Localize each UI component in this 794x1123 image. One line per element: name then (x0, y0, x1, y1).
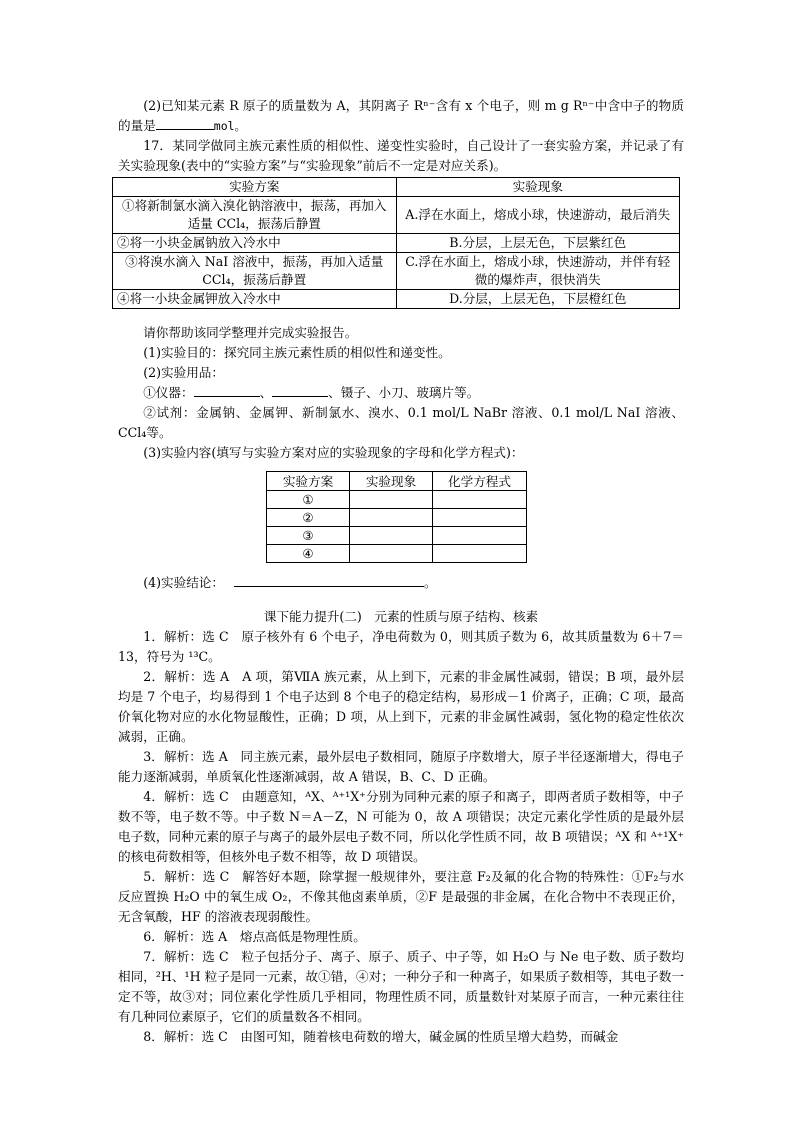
table-header-phenomenon: 实验现象 (350, 472, 433, 491)
answer-item: 1．解析：选 C 原子核外有 6 个电子，净电荷数为 0，则其质子数为 6，故其质量数为 6＋7＝13，符号为 ¹³C。 (118, 629, 684, 664)
table-cell: ① (267, 491, 350, 509)
table-cell: C.浮在水面上，熔成小球，快速游动，并伴有轻微的爆炸声，很快消失 (396, 253, 680, 290)
table-row (267, 527, 527, 545)
table-header-plan: 实验方案 (113, 178, 397, 197)
answer-blank[interactable] (234, 574, 424, 587)
table-cell: ③将溴水滴入 NaI 溶液中，振荡，再加入适量 CCl₄，振荡后静置 (113, 253, 397, 290)
answer-cell[interactable] (350, 509, 433, 527)
answer-item: 3．解析：选 A 同主族元素，最外层电子数相同，随原子序数增大，原子半径逐渐增大，得电子能力逐渐减弱，单质氧化性逐渐减弱，故 A 错误，B、C、D 正确。 (118, 749, 684, 784)
content-title: (3)实验内容(填写与实验方案对应的实验现象的字母和化学方程式)： (143, 445, 524, 460)
table-header-row (267, 472, 527, 491)
table-cell: ①将新制氯水滴入溴化钠溶液中，振荡，再加入适量 CCl₄，振荡后静置 (113, 197, 397, 234)
table-header-plan: 实验方案 (267, 472, 350, 491)
table-header-equation: 化学方程式 (433, 472, 527, 491)
table-cell: ④ (267, 545, 350, 563)
instruments-rest: 、镊子、小刀、玻璃片等。 (328, 385, 480, 400)
table-cell: ③ (267, 527, 350, 545)
table-row (113, 290, 680, 309)
answer-cell[interactable] (350, 491, 433, 509)
answer-item: 2．解析：选 A A 项，第ⅦA 族元素，从上到下，元素的非金属性减弱，错误；B 项，最外层均是 7 个电子，均易得到 1 个电子达到 8 个电子的稳定结构，易形成－1 价离子，正确；C 项，最高价氧化物对应的水化物显酸性，正确；D 项，从上到下，元素的非金属性减弱，氢化物的稳定性依次减弱，正确。 (118, 669, 684, 744)
answer-cell[interactable] (433, 491, 527, 509)
table-cell: ② (267, 509, 350, 527)
table-cell: ④将一小块金属钾放入冷水中 (113, 290, 397, 309)
table-header-phenomenon: 实验现象 (396, 178, 680, 197)
answer-item: 4．解析：选 C 由题意知，ᴬX、ᴬ⁺¹X⁺分别为同种元素的原子和离子，即两者质子数相等，中子数不等，电子数不等。中子数 N＝A－Z，N 可能为 0，故 A 项错误；决定元素化学性质的是最外层电子数，同种元素的原子与离子的最外层电子数不同，所以化学性质不同，故 B 项错误；ᴬX 和 ᴬ⁺¹X⁺的核电荷数相等，但核外电子数不相等，故 D 项错误。 (118, 789, 684, 864)
conclusion-label: (4)实验结论： (143, 575, 224, 590)
answer-cell[interactable] (350, 545, 433, 563)
table-cell: D.分层，上层无色，下层橙红色 (396, 290, 680, 309)
separator: 、 (259, 385, 273, 400)
instruments-line (118, 383, 684, 403)
q16-2-unit: mol。 (213, 119, 247, 133)
answer-cell[interactable] (433, 509, 527, 527)
instruments-label: ①仪器： (143, 385, 194, 400)
report-intro: 请你帮助该同学整理并完成实验报告。 (143, 325, 358, 340)
reagents-line: ②试剂：金属钠、金属钾、新制氯水、溴水、0.1 mol/L NaBr 溶液、0.1 mol/L NaI 溶液、CCl₄等。 (118, 405, 684, 440)
table-row (113, 197, 680, 234)
answer-blank[interactable] (156, 117, 214, 130)
materials-title: (2)实验用品： (143, 365, 224, 380)
table-row (113, 234, 680, 253)
report-table (266, 471, 527, 563)
experiment-aim: (1)实验目的：探究同主族元素性质的相似性和递变性。 (143, 345, 451, 360)
table-cell: B.分层，上层无色，下层紫红色 (396, 234, 680, 253)
table-header-row (113, 178, 680, 197)
answer-cell[interactable] (433, 545, 527, 563)
answer-cell[interactable] (433, 527, 527, 545)
table-row (267, 491, 527, 509)
answers-title: 课下能力提升(二) 元素的性质与原子结构、核素 (263, 609, 539, 624)
conclusion-end: 。 (424, 575, 437, 590)
answer-item: 8．解析：选 C 由图可知，随着核电荷数的增大，碱金属的性质呈增大趋势，而碱金 (143, 1029, 619, 1044)
table-row (113, 253, 680, 290)
question-17-intro: 17．某同学做同主族元素性质的相似性、递变性实验时，自己设计了一套实验方案，并记录了有关实验现象(表中的“实验方案”与“实验现象”前后不一定是对应关系)。 (118, 138, 684, 173)
table-row (267, 545, 527, 563)
conclusion-line (118, 573, 684, 593)
table-cell: A.浮在水面上，熔成小球，快速游动，最后消失 (396, 197, 680, 234)
answer-blank[interactable] (272, 384, 328, 397)
answer-cell[interactable] (350, 527, 433, 545)
experiment-table (112, 177, 680, 309)
table-row (267, 509, 527, 527)
q16-2-text: (2)已知某元素 R 原子的质量数为 A，其阴离子 Rⁿ⁻含有 x 个电子，则 m g Rⁿ⁻中含中子的物质的量是 (118, 98, 684, 133)
document-page (118, 96, 684, 1047)
answer-item: 5．解析：选 C 解答好本题，除掌握一般规律外，要注意 F₂及氟的化合物的特殊性：①F₂与水反应置换 H₂O 中的氧生成 O₂，不像其他卤素单质，②F 是最强的非金属，在化合物中不表现正价，无含氧酸，HF 的溶液表现弱酸性。 (118, 869, 684, 924)
answer-blank[interactable] (194, 384, 260, 397)
answer-item: 7．解析：选 C 粒子包括分子、离子、原子、质子、中子等，如 H₂O 与 Ne 电子数、质子数均相同，²H、¹H 粒子是同一元素，故①错，④对；一种分子和一种离子，如果质子数相等，其电子数一定不等，故③对；同位素化学性质几乎相同，物理性质不同，质量数针对某原子而言，一种元素往往有几种同位素原子，它们的质量数各不相同。 (118, 949, 684, 1024)
answer-item: 6．解析：选 A 熔点高低是物理性质。 (143, 929, 366, 944)
question-16-2 (118, 96, 684, 136)
spacer (118, 309, 684, 323)
table-cell: ②将一小块金属钠放入冷水中 (113, 234, 397, 253)
